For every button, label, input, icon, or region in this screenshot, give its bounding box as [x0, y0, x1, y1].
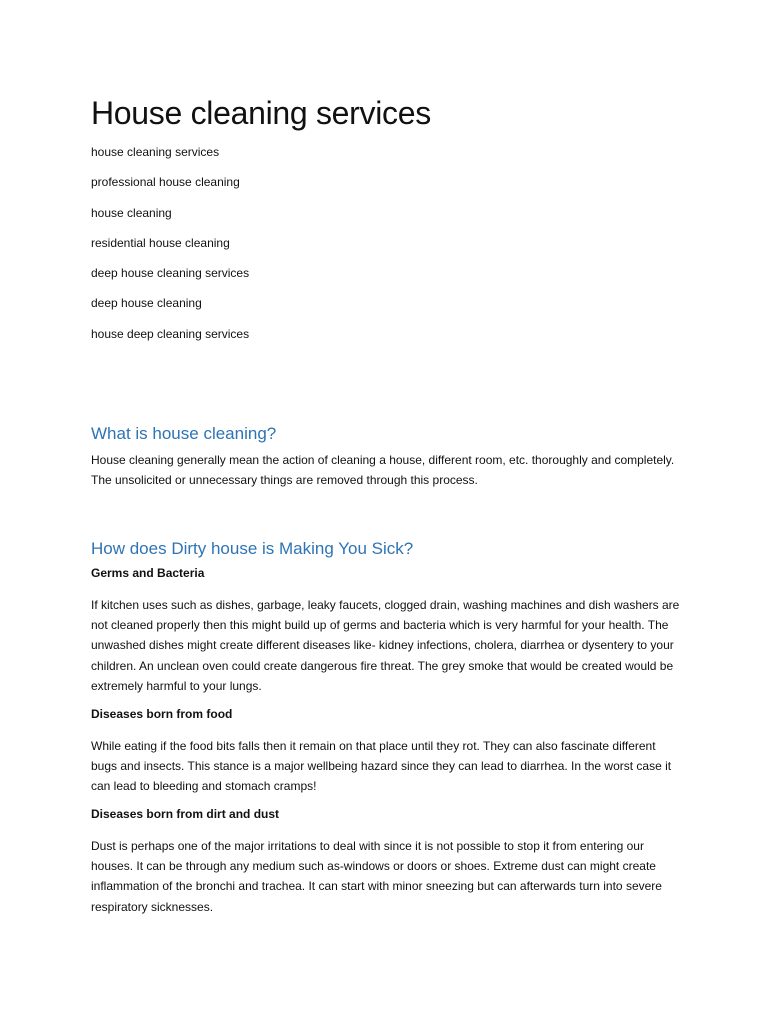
keyword-item: professional house cleaning — [91, 175, 240, 190]
section-heading-dirty-house-sick: How does Dirty house is Making You Sick? — [91, 539, 414, 558]
document-title: House cleaning services — [91, 95, 431, 131]
paragraph-diseases-from-food: While eating if the food bits falls then it remain on that place until they rot. They can also fascinate different bugs and insects. This stance is a major wellbeing hazard since they can lead to diarrhea. In the worst case it can lead to bleeding and stomach cramps! — [91, 739, 672, 794]
keyword-item: residential house cleaning — [91, 235, 230, 250]
subheading-diseases-from-food: Diseases born from food — [91, 707, 233, 721]
keyword-item: deep house cleaning — [91, 296, 202, 311]
keyword-list — [91, 144, 249, 356]
subheading-germs-and-bacteria: Germs and Bacteria — [91, 566, 205, 580]
subheading-diseases-from-dirt-dust: Diseases born from dirt and dust — [91, 807, 280, 821]
paragraph-diseases-from-dirt-dust: Dust is perhaps one of the major irritations to deal with since it is not possible to stop it from entering our houses. It can be through any medium such as-windows or doors or shoes. Extreme dust can might create inflammation of the bronchi and trachea. It can start with minor sneezing but can afterwards turn into severe respiratory sicknesses. — [91, 839, 662, 914]
section-paragraph-what-is-house-cleaning: House cleaning generally mean the action of cleaning a house, different room, etc. thoroughly and completely. The unsolicited or unnecessary things are removed through this process. — [91, 453, 675, 488]
keyword-item: deep house cleaning services — [91, 266, 250, 281]
keyword-item: house cleaning services — [91, 145, 220, 159]
keyword-item: house deep cleaning services — [91, 326, 250, 341]
keyword-item: house cleaning — [91, 205, 172, 220]
section-heading-what-is-house-cleaning: What is house cleaning? — [91, 424, 277, 443]
paragraph-germs-and-bacteria: If kitchen uses such as dishes, garbage, leaky faucets, clogged drain, washing machines and dish washers are not cleaned properly then this might build up of germs and bacteria which is very harmful for your health. The unwashed dishes might create different diseases like- kidney infections, cholera, diarrhea or dysentery to your children. An unclean oven could create dangerous fire threat. The grey smoke that would be created would be extremely harmful to your lungs. — [91, 598, 680, 693]
